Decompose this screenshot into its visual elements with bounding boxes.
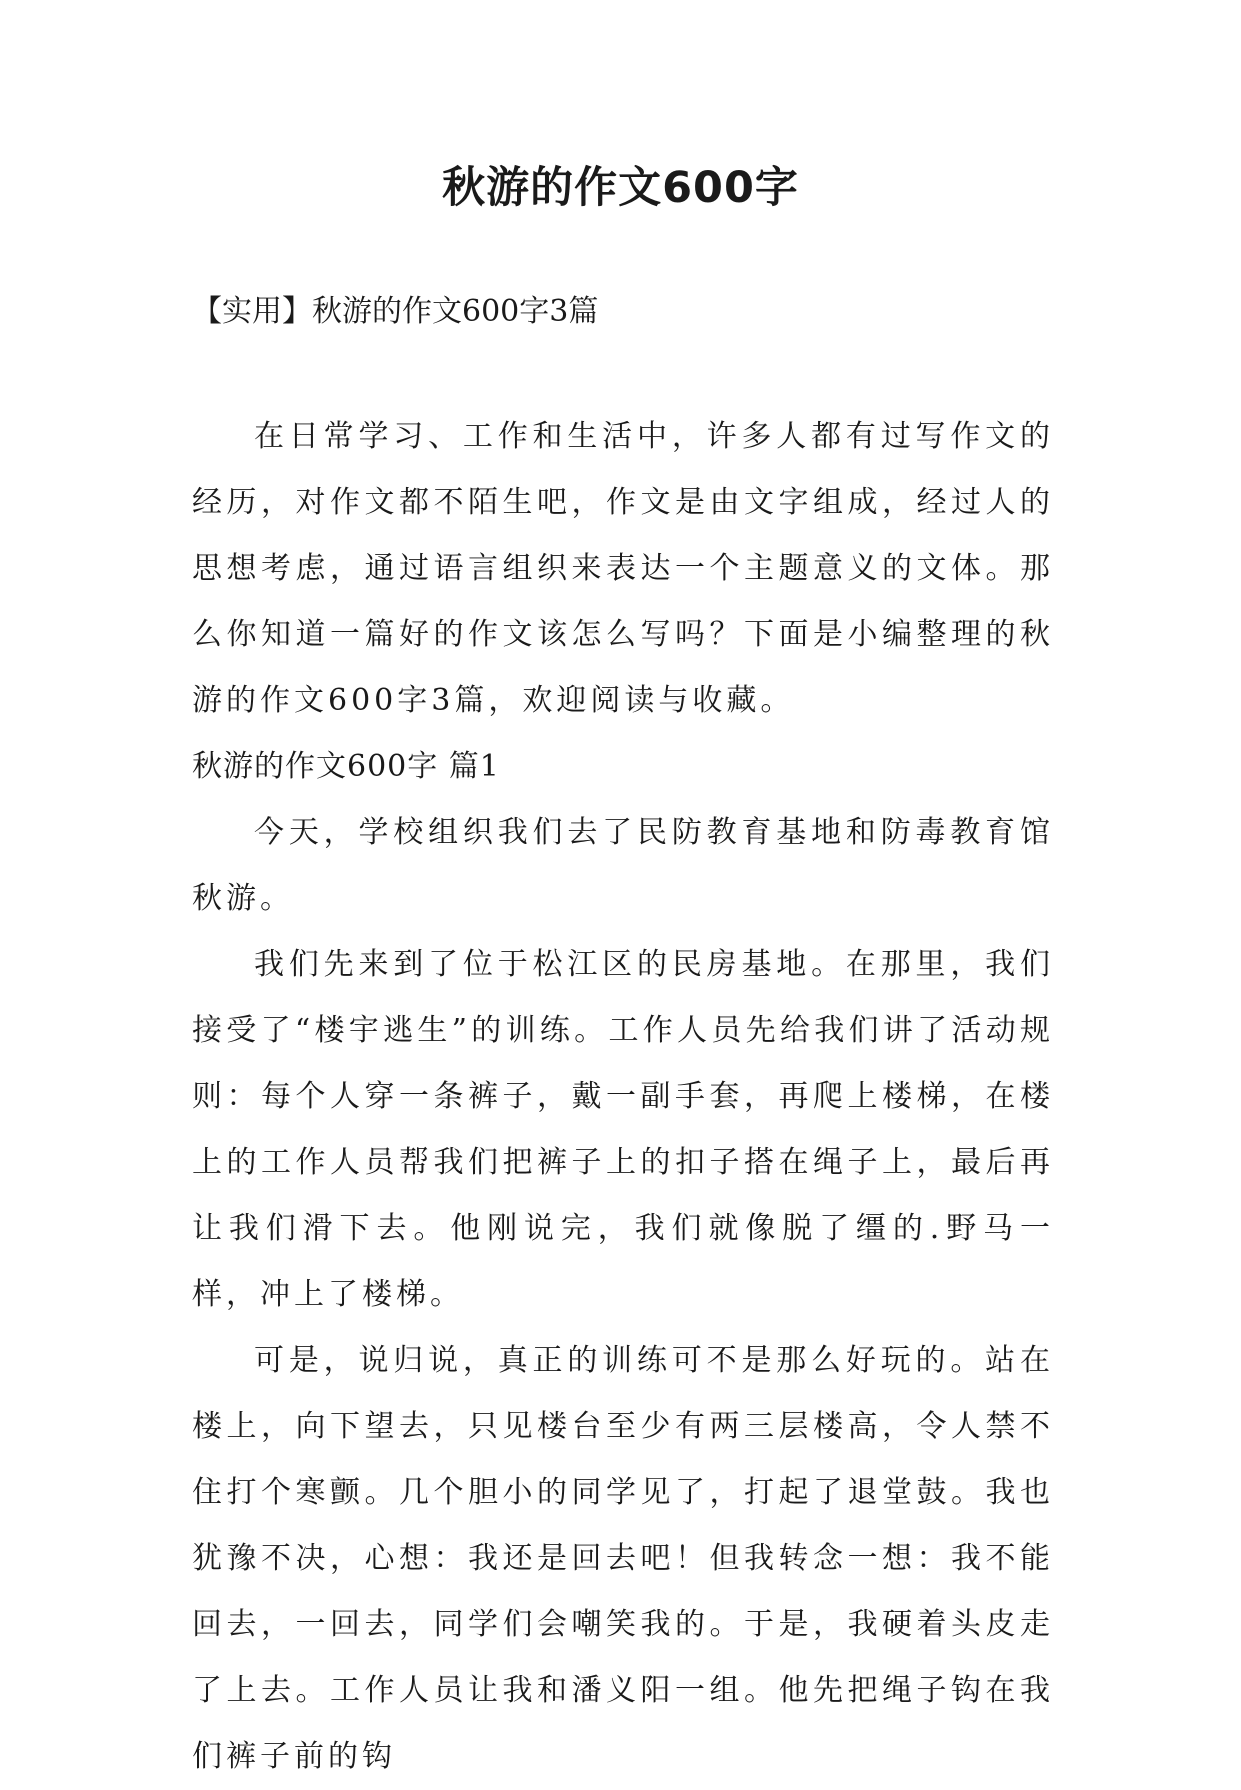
document-body: [192, 404, 1054, 1790]
body-paragraph-1: 今天，学校组织我们去了民防教育基地和防毒教育馆秋游。: [192, 815, 1054, 916]
document-title: 秋游的作文600字: [442, 163, 799, 213]
body-paragraph-3: 可是，说归说，真正的训练可不是那么好玩的。站在楼上，向下望去，只见楼台至少有两三层楼高，令人禁不住打个寒颤。几个胆小的同学见了，打起了退堂鼓。我也犹豫不决，心想：我还是回去吧！但我转念一想：我不能回去，一回去，同学们会嘲笑我的。于是，我硬着头皮走了上去。工作人员让我和潘义阳一组。他先把绳子钩在我们裤子前的钩: [192, 1343, 1054, 1774]
section-heading: 秋游的作文600字 篇1: [192, 749, 500, 784]
body-paragraph-2: 我们先来到了位于松江区的民房基地。在那里，我们接受了“楼宇逃生”的训练。工作人员先给我们讲了活动规则：每个人穿一条裤子，戴一副手套，再爬上楼梯，在楼上的工作人员帮我们把裤子上的扣子搭在绳子上，最后再让我们滑下去。他刚说完，我们就像脱了缰的.野马一样，冲上了楼梯。: [192, 947, 1054, 1312]
intro-paragraph: 在日常学习、工作和生活中，许多人都有过写作文的经历，对作文都不陌生吧，作文是由文字组成，经过人的思想考虑，通过语言组织来表达一个主题意义的文体。那么你知道一篇好的作文该怎么写吗？下面是小编整理的秋游的作文600字3篇，欢迎阅读与收藏。: [192, 419, 1054, 718]
document-subtitle: 【实用】秋游的作文600字3篇: [192, 294, 599, 329]
